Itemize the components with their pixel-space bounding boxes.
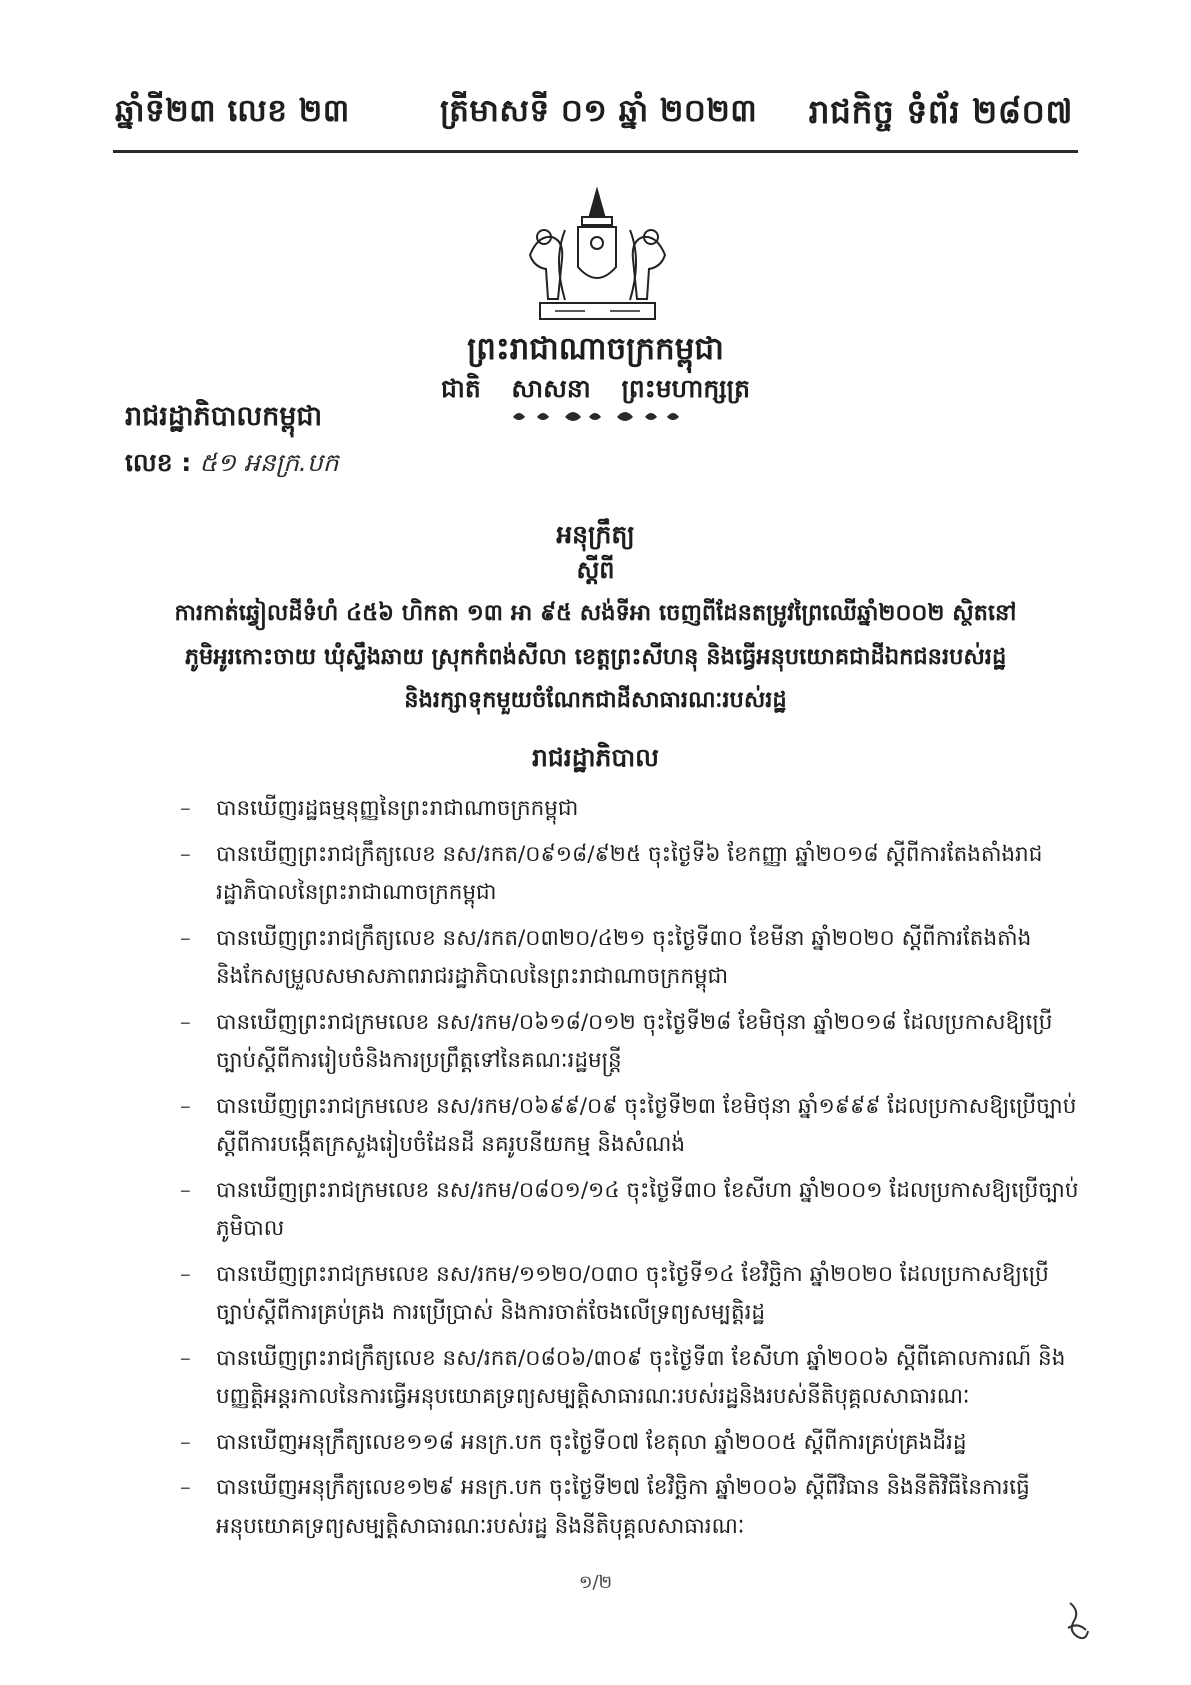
kingdom-motto: ជាតិ សាសនា ព្រះមហាក្សត្រ <box>441 374 750 403</box>
list-item: – បានឃើញព្រះរាជក្រឹត្យលេខ នស/រកត/០៩១៨/៩២៥ ចុះថ្ងៃទី៦ ខែកញ្ញា ឆ្នាំ២០១៨ ស្ដីពីការតែងតាំងរាជរដ្ឋាភិបាលនៃព្រះរាជាណាចក្រកម្ពុជា <box>180 841 1043 905</box>
list-item-text: បានឃើញរដ្ឋធម្មនុញ្ញនៃព្រះរាជាណាចក្រកម្ពុជា <box>216 796 579 821</box>
list-item-text: បានឃើញព្រះរាជក្រឹត្យលេខ នស/រកត/០៣២០/៤២១ ចុះថ្ងៃទី៣០ ខែមីនា ឆ្នាំ២០២០ ស្ដីពីការតែងតាំង និងកែសម្រួលសមាសភាពរាជរដ្ឋាភិបាលនៃព្រះរាជាណាចក្រកម្ពុជា <box>216 925 1032 989</box>
document-number-label: លេខ : <box>125 448 192 477</box>
document-number <box>125 448 339 484</box>
document-about: ស្ដីពី <box>576 556 615 584</box>
header-trimester: ត្រីមាសទី ០១ ឆ្នាំ ២០២៣ <box>440 93 758 129</box>
kingdom-name: ព្រះរាជាណាចក្រកម្ពុជា <box>467 331 724 367</box>
body-title: រាជរដ្ឋាភិបាល <box>532 743 659 772</box>
considerations-list <box>180 790 1080 1553</box>
issuer-name: រាជរដ្ឋាភិបាលកម្ពុជា <box>125 401 323 432</box>
list-item-text: បានឃើញព្រះរាជក្រមលេខ នស/រកម/០៦១៨/០១២ ចុះថ្ងៃទី២៨ ខែមិថុនា ឆ្នាំ២០១៨ ដែលប្រកាសឱ្យប្រើច្បាប់ស្ដីពីការរៀបចំនិងការប្រព្រឹត្តទៅនៃគណៈរដ្ឋមន្ត្រី <box>216 1009 1053 1073</box>
list-item: – បានឃើញព្រះរាជក្រមលេខ នស/រកម/០៦៩៩/០៩ ចុះថ្ងៃទី២៣ ខែមិថុនា ឆ្នាំ១៩៩៩ ដែលប្រកាសឱ្យប្រើច្បាប់ស្ដីពីការបង្កើតក្រសួងរៀបចំដែនដី នគរូបនីយកម្ម និងសំណង់ <box>180 1093 1077 1157</box>
list-item: – បានឃើញព្រះរាជក្រមលេខ នស/រកម/០៨០១/១៤ ចុះថ្ងៃទី៣០ ខែសីហា ឆ្នាំ២០០១ ដែលប្រកាសឱ្យប្រើច្បាប់ភូមិបាល <box>180 1177 1079 1241</box>
list-item-text: បានឃើញព្រះរាជក្រឹត្យលេខ នស/រកត/០៩១៨/៩២៥ ចុះថ្ងៃទី៦ ខែកញ្ញា ឆ្នាំ២០១៨ ស្ដីពីការតែងតាំងរាជរដ្ឋាភិបាលនៃព្រះរាជាណាចក្រកម្ពុជា <box>216 841 1043 905</box>
header-year-issue: ឆ្នាំទី២៣ លេខ ២៣ <box>115 93 350 129</box>
list-item: – បានឃើញអនុក្រឹត្យលេខ១១៨ អនក្រ.បក ចុះថ្ងៃទី០៧ ខែតុលា ឆ្នាំ២០០៥ ស្ដីពីការគ្រប់គ្រងដីរដ្ឋ <box>180 1429 967 1455</box>
list-item: – បានឃើញព្រះរាជក្រឹត្យលេខ នស/រកត/០៣២០/៤២១ ចុះថ្ងៃទី៣០ ខែមីនា ឆ្នាំ២០២០ ស្ដីពីការតែងតាំង និងកែសម្រួលសមាសភាពរាជរដ្ឋាភិបាលនៃព្រះរាជាណាចក្រកម្ពុជា <box>180 925 1032 989</box>
document-type: អនុក្រឹត្យ <box>556 520 635 549</box>
document-number-value: ៥១ អនក្រ.បក <box>199 448 339 477</box>
royal-emblem-icon <box>510 185 685 330</box>
list-item-text: បានឃើញព្រះរាជក្រមលេខ នស/រកម/១១២០/០៣០ ចុះថ្ងៃទី១៤ ខែវិច្ឆិកា ឆ្នាំ២០២០ ដែលប្រកាសឱ្យប្រើច្បាប់ស្ដីពីការគ្រប់គ្រង ការប្រើប្រាស់ និងការចាត់ចែងលើទ្រព្យសម្បត្តិរដ្ឋ <box>216 1261 1049 1325</box>
list-item-text: បានឃើញព្រះរាជក្រឹត្យលេខ នស/រកត/០៨០៦/៣០៩ ចុះថ្ងៃទី៣ ខែសីហា ឆ្នាំ២០០៦ ស្ដីពីគោលការណ៍ និងបញ្ញត្តិអន្តរកាលនៃការធ្វើអនុបយោគទ្រព្យសម្បត្តិសាធារណៈរបស់រដ្ឋនិងរបស់នីតិបុគ្គលសាធារណៈ <box>216 1345 1066 1409</box>
list-item-text: បានឃើញអនុក្រឹត្យលេខ១១៨ អនក្រ.បក ចុះថ្ងៃទី០៧ ខែតុលា ឆ្នាំ២០០៥ ស្ដីពីការគ្រប់គ្រងដីរដ្ឋ <box>216 1429 967 1455</box>
header-gazette-page: រាជកិច្ច ទំព័រ ២៨០៧ <box>808 92 1073 131</box>
subject-line-3: និងរក្សាទុកមួយចំណែកជាដីសាធារណៈរបស់រដ្ឋ <box>404 687 787 713</box>
list-item-text: បានឃើញព្រះរាជក្រមលេខ នស/រកម/០៦៩៩/០៩ ចុះថ្ងៃទី២៣ ខែមិថុនា ឆ្នាំ១៩៩៩ ដែលប្រកាសឱ្យប្រើច្បាប់ស្ដីពីការបង្កើតក្រសួងរៀបចំដែនដី នគរូបនីយកម្ម និងសំណង់ <box>216 1093 1077 1157</box>
list-item-text: បានឃើញអនុក្រឹត្យលេខ១២៩ អនក្រ.បក ចុះថ្ងៃទី២៧ ខែវិច្ឆិកា ឆ្នាំ២០០៦ ស្ដីពីវិធាន និងនីតិវិធីនៃការធ្វើអនុបយោគទ្រព្យសម្បត្តិសាធារណៈរបស់រដ្ឋ និងនីតិបុគ្គលសាធារណៈ <box>216 1475 1030 1539</box>
list-item: – បានឃើញរដ្ឋធម្មនុញ្ញនៃព្រះរាជាណាចក្រកម្ពុជា <box>180 796 579 821</box>
signature-icon <box>1062 1598 1092 1643</box>
list-item: – បានឃើញព្រះរាជក្រមលេខ នស/រកម/១១២០/០៣០ ចុះថ្ងៃទី១៤ ខែវិច្ឆិកា ឆ្នាំ២០២០ ដែលប្រកាសឱ្យប្រើច្បាប់ស្ដីពីការគ្រប់គ្រង ការប្រើប្រាស់ និងការចាត់ចែងលើទ្រព្យសម្បត្តិរដ្ឋ <box>180 1261 1049 1325</box>
list-item: – បានឃើញព្រះរាជក្រឹត្យលេខ នស/រកត/០៨០៦/៣០៩ ចុះថ្ងៃទី៣ ខែសីហា ឆ្នាំ២០០៦ ស្ដីពីគោលការណ៍ និងបញ្ញត្តិអន្តរកាលនៃការធ្វើអនុបយោគទ្រព្យសម្បត្តិសាធារណៈរបស់រដ្ឋនិងរបស់នីតិបុគ្គលសាធារណៈ <box>180 1345 1066 1409</box>
list-item-text: បានឃើញព្រះរាជក្រមលេខ នស/រកម/០៨០១/១៤ ចុះថ្ងៃទី៣០ ខែសីហា ឆ្នាំ២០០១ ដែលប្រកាសឱ្យប្រើច្បាប់ភូមិបាល <box>216 1177 1079 1241</box>
header-divider <box>113 150 1078 153</box>
subject-line-1: ការកាត់ឆ្វៀលដីទំហំ ៤៥៦ ហិកតា ១៣ អា ៩៥ សង់ទីអា ចេញពីដែនតម្រូវព្រៃឈើឆ្នាំ២០០២ ស្ថិតនៅ <box>174 600 1017 626</box>
subject-line-2: ភូមិអូរកោះចាយ ឃុំស្ទឹងឆាយ ស្រុកកំពង់សីលា ខេត្តព្រះសីហនុ និងធ្វើអនុបយោគជាដីឯកជនរបស់រដ្ឋ <box>184 644 1007 670</box>
page-number: ១/២ <box>578 1572 613 1593</box>
ornament-divider-icon <box>505 405 685 427</box>
list-item: – បានឃើញព្រះរាជក្រមលេខ នស/រកម/០៦១៨/០១២ ចុះថ្ងៃទី២៨ ខែមិថុនា ឆ្នាំ២០១៨ ដែលប្រកាសឱ្យប្រើច្បាប់ស្ដីពីការរៀបចំនិងការប្រព្រឹត្តទៅនៃគណៈរដ្ឋមន្ត្រី <box>180 1009 1053 1073</box>
list-item: – បានឃើញអនុក្រឹត្យលេខ១២៩ អនក្រ.បក ចុះថ្ងៃទី២៧ ខែវិច្ឆិកា ឆ្នាំ២០០៦ ស្ដីពីវិធាន និងនីតិវិធីនៃការធ្វើអនុបយោគទ្រព្យសម្បត្តិសាធារណៈរបស់រដ្ឋ និងនីតិបុគ្គលសាធារណៈ <box>180 1475 1030 1539</box>
